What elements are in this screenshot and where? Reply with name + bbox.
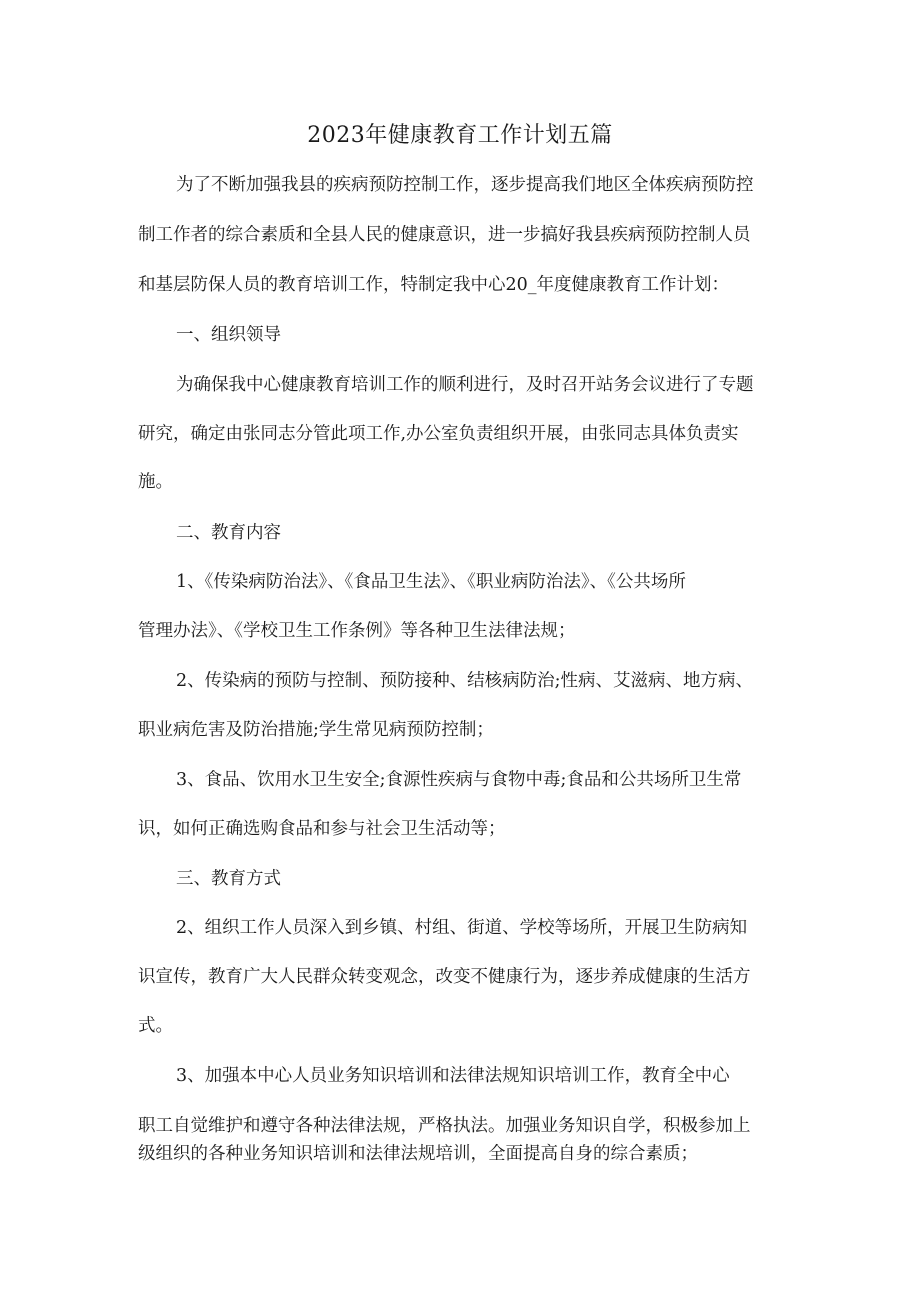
paragraph-line: 和基层防保人员的教育培训工作，特制定我中心20_年度健康教育工作计划：	[138, 275, 730, 295]
section-heading: 三、教育方式	[176, 869, 281, 889]
paragraph-line: 制工作者的综合素质和全县人民的健康意识，进一步搞好我县疾病预防控制人员	[138, 225, 751, 245]
list-item-line: 职业病危害及防治措施;学生常见病预防控制；	[138, 720, 494, 740]
section-heading: 一、组织领导	[176, 325, 281, 345]
list-item-line: 3、加强本中心人员业务知识培训和法律法规知识培训工作，教育全中心	[176, 1066, 730, 1086]
list-item-line: 式。	[138, 1016, 173, 1036]
paragraph-line: 施。	[138, 472, 173, 492]
list-item-line: 识宣传，教育广大人民群众转变观念，改变不健康行为，逐步养成健康的生活方	[138, 967, 751, 987]
list-item-line: 级组织的各种业务知识培训和法律法规培训，全面提高自身的综合素质；	[138, 1144, 698, 1164]
paragraph-line: 为了不断加强我县的疾病预防控制工作，逐步提高我们地区全体疾病预防控	[176, 175, 754, 195]
paragraph-line: 为确保我中心健康教育培训工作的顺利进行，及时召开站务会议进行了专题	[176, 375, 754, 395]
document-title: 2023年健康教育工作计划五篇	[307, 123, 613, 148]
list-item-line: 1、《传染病防治法》、《食品卫生法》、《职业病防治法》、《公共场所	[176, 572, 686, 592]
section-heading: 二、教育内容	[176, 523, 281, 543]
list-item-line: 2、组织工作人员深入到乡镇、村组、街道、学校等场所，开展卫生防病知	[176, 918, 748, 938]
list-item-line: 职工自觉维护和遵守各种法律法规，严格执法。加强业务知识自学，积极参加上	[138, 1116, 751, 1136]
list-item-line: 管理办法》、《学校卫生工作条例》等各种卫生法律法规；	[138, 621, 576, 641]
paragraph-line: 研究，确定由张同志分管此项工作,办公室负责组织开展，由张同志具体负责实	[138, 424, 739, 444]
list-item-line: 识，如何正确选购食品和参与社会卫生活动等；	[138, 819, 506, 839]
list-item-line: 2、传染病的预防与控制、预防接种、结核病防治;性病、艾滋病、地方病、	[176, 671, 754, 691]
list-item-line: 3、食品、饮用水卫生安全;食源性疾病与食物中毒;食品和公共场所卫生常	[176, 770, 742, 790]
